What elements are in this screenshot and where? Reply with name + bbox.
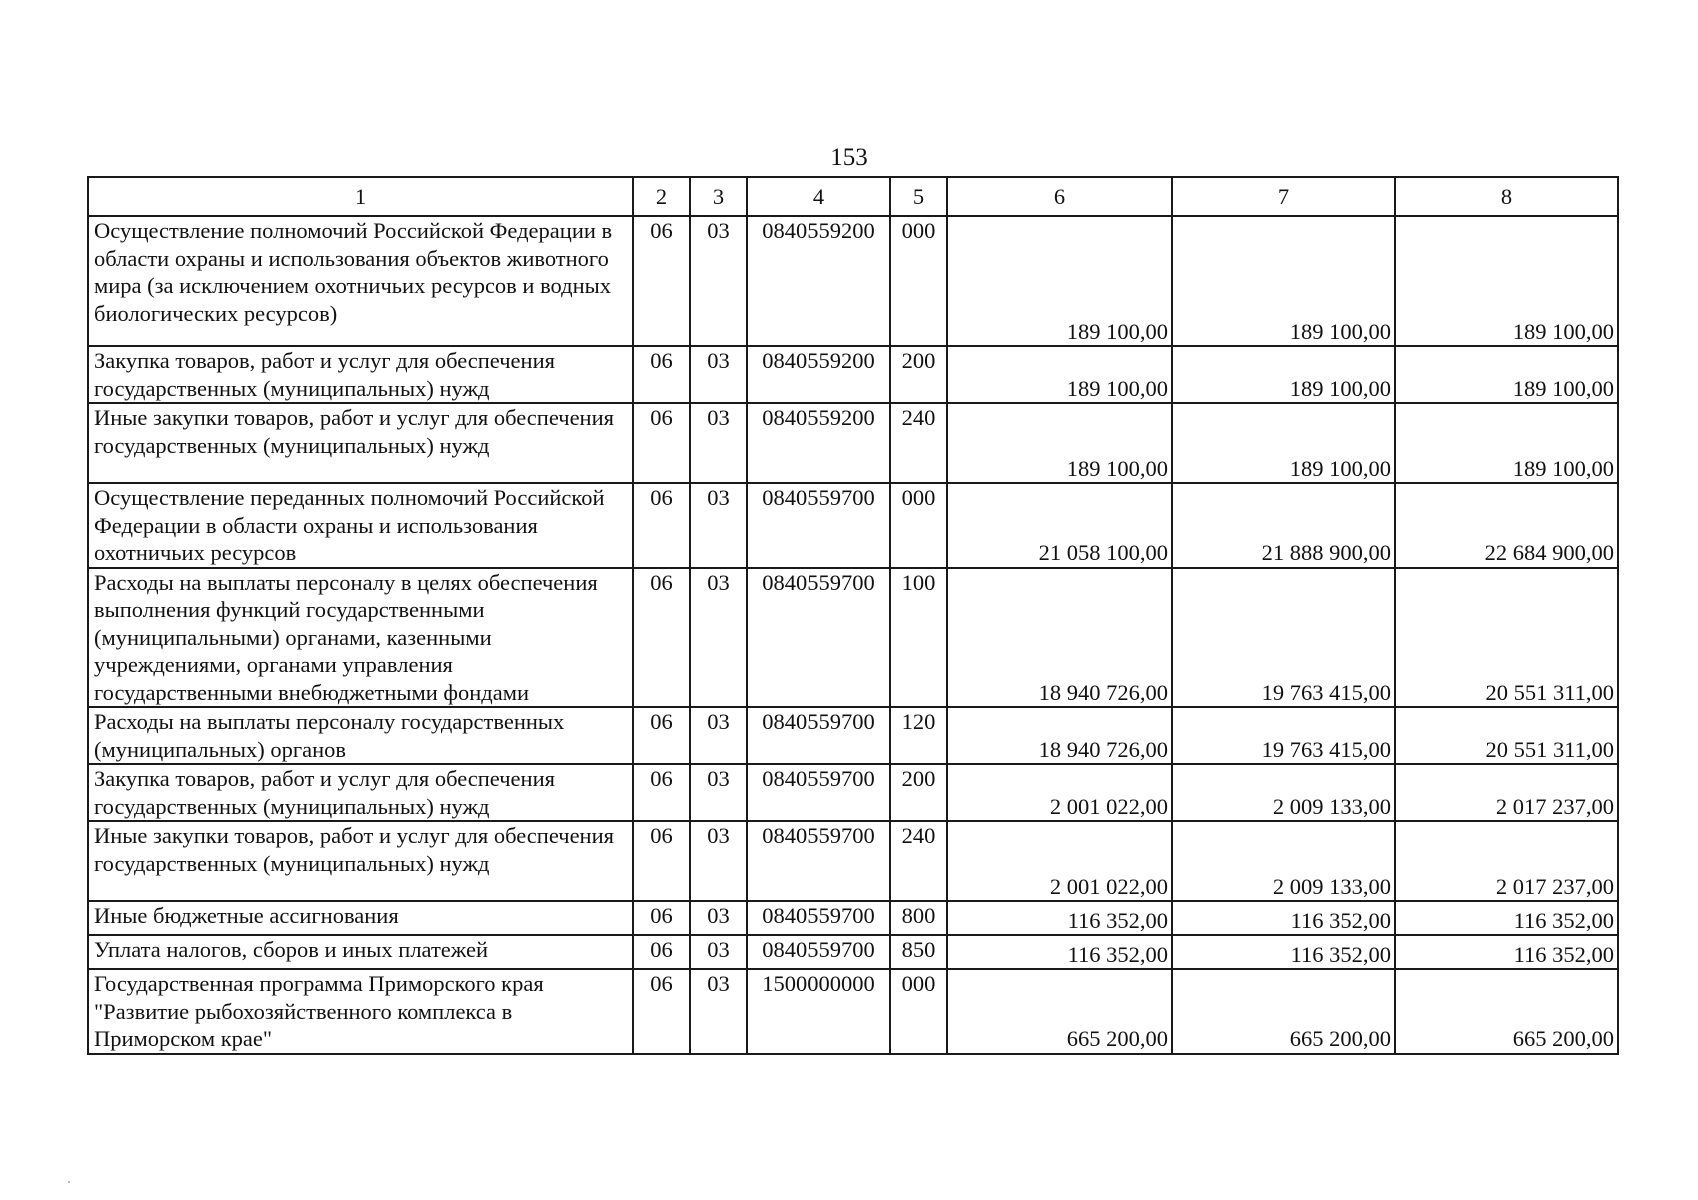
- row-amount-col-7: 2 009 133,00: [1172, 764, 1395, 821]
- row-amount-col-6: 665 200,00: [947, 969, 1172, 1054]
- row-amount-col-8: 2 017 237,00: [1395, 764, 1618, 821]
- row-section-code: 06: [633, 483, 690, 568]
- row-section-code: 06: [633, 935, 690, 969]
- row-expense-type: 000: [890, 969, 947, 1054]
- row-amount-col-7: 21 888 900,00: [1172, 483, 1395, 568]
- row-expense-type: 120: [890, 707, 947, 764]
- row-section-code: 06: [633, 764, 690, 821]
- header-col-2: 2: [633, 177, 690, 216]
- header-col-4: 4: [747, 177, 890, 216]
- row-amount-col-7: 2 009 133,00: [1172, 821, 1395, 901]
- row-description: Иные бюджетные ассигнования: [88, 901, 633, 935]
- row-target-article: 0840559700: [747, 707, 890, 764]
- row-subsection-code: 03: [690, 346, 747, 403]
- row-target-article: 1500000000: [747, 969, 890, 1054]
- row-description: Иные закупки товаров, работ и услуг для обеспечения государственных (муниципальных) нужд: [88, 403, 633, 483]
- row-amount-col-6: 116 352,00: [947, 935, 1172, 969]
- row-section-code: 06: [633, 821, 690, 901]
- row-target-article: 0840559700: [747, 901, 890, 935]
- row-expense-type: 000: [890, 216, 947, 346]
- row-subsection-code: 03: [690, 969, 747, 1054]
- row-description: Уплата налогов, сборов и иных платежей: [88, 935, 633, 969]
- row-expense-type: 100: [890, 568, 947, 708]
- table-row: [88, 707, 1618, 764]
- row-subsection-code: 03: [690, 403, 747, 483]
- row-amount-col-8: 22 684 900,00: [1395, 483, 1618, 568]
- row-description: Осуществление полномочий Российской Федерации в области охраны и использования объектов животного мира (за исключением охотничьих ресурсов и водных биологических ресурсов): [88, 216, 633, 346]
- row-amount-col-6: 2 001 022,00: [947, 764, 1172, 821]
- row-amount-col-7: 116 352,00: [1172, 901, 1395, 935]
- row-amount-col-6: 116 352,00: [947, 901, 1172, 935]
- row-section-code: 06: [633, 346, 690, 403]
- row-subsection-code: 03: [690, 483, 747, 568]
- row-section-code: 06: [633, 568, 690, 708]
- row-amount-col-6: 18 940 726,00: [947, 707, 1172, 764]
- table-header-row: [88, 177, 1618, 216]
- row-amount-col-6: 18 940 726,00: [947, 568, 1172, 708]
- header-col-1: 1: [88, 177, 633, 216]
- row-target-article: 0840559700: [747, 764, 890, 821]
- table-row: [88, 935, 1618, 969]
- row-amount-col-8: 189 100,00: [1395, 346, 1618, 403]
- budget-table: [87, 176, 1619, 1055]
- row-amount-col-8: 189 100,00: [1395, 403, 1618, 483]
- table-row: [88, 764, 1618, 821]
- row-amount-col-6: 189 100,00: [947, 346, 1172, 403]
- row-subsection-code: 03: [690, 821, 747, 901]
- row-target-article: 0840559700: [747, 568, 890, 708]
- row-section-code: 06: [633, 403, 690, 483]
- row-amount-col-6: 189 100,00: [947, 403, 1172, 483]
- scan-dot: [68, 1181, 70, 1183]
- row-subsection-code: 03: [690, 216, 747, 346]
- row-subsection-code: 03: [690, 935, 747, 969]
- header-col-3: 3: [690, 177, 747, 216]
- row-expense-type: 200: [890, 346, 947, 403]
- row-amount-col-8: 20 551 311,00: [1395, 707, 1618, 764]
- row-expense-type: 850: [890, 935, 947, 969]
- row-section-code: 06: [633, 969, 690, 1054]
- header-col-5: 5: [890, 177, 947, 216]
- row-amount-col-8: 189 100,00: [1395, 216, 1618, 346]
- row-target-article: 0840559200: [747, 403, 890, 483]
- row-description: Расходы на выплаты персоналу государственных (муниципальных) органов: [88, 707, 633, 764]
- table-row: [88, 216, 1618, 346]
- row-section-code: 06: [633, 216, 690, 346]
- row-amount-col-6: 2 001 022,00: [947, 821, 1172, 901]
- row-subsection-code: 03: [690, 764, 747, 821]
- row-amount-col-7: 116 352,00: [1172, 935, 1395, 969]
- row-amount-col-7: 19 763 415,00: [1172, 568, 1395, 708]
- row-amount-col-7: 665 200,00: [1172, 969, 1395, 1054]
- row-section-code: 06: [633, 707, 690, 764]
- row-expense-type: 800: [890, 901, 947, 935]
- row-expense-type: 240: [890, 821, 947, 901]
- page-number: 153: [830, 144, 868, 171]
- row-amount-col-7: 19 763 415,00: [1172, 707, 1395, 764]
- row-description: Иные закупки товаров, работ и услуг для обеспечения государственных (муниципальных) нужд: [88, 821, 633, 901]
- row-target-article: 0840559700: [747, 483, 890, 568]
- row-subsection-code: 03: [690, 901, 747, 935]
- table-row: [88, 821, 1618, 901]
- row-amount-col-7: 189 100,00: [1172, 346, 1395, 403]
- row-target-article: 0840559700: [747, 821, 890, 901]
- table-row: [88, 346, 1618, 403]
- row-amount-col-6: 21 058 100,00: [947, 483, 1172, 568]
- row-expense-type: 000: [890, 483, 947, 568]
- header-col-8: 8: [1395, 177, 1618, 216]
- row-description: Закупка товаров, работ и услуг для обеспечения государственных (муниципальных) нужд: [88, 764, 633, 821]
- row-target-article: 0840559200: [747, 346, 890, 403]
- row-description: Осуществление переданных полномочий Российской Федерации в области охраны и использования охотничьих ресурсов: [88, 483, 633, 568]
- row-amount-col-7: 189 100,00: [1172, 216, 1395, 346]
- table-row: [88, 483, 1618, 568]
- row-section-code: 06: [633, 901, 690, 935]
- row-amount-col-8: 665 200,00: [1395, 969, 1618, 1054]
- row-target-article: 0840559200: [747, 216, 890, 346]
- table-row: [88, 568, 1618, 708]
- row-description: Государственная программа Приморского края "Развитие рыбохозяйственного комплекса в Приморском крае": [88, 969, 633, 1054]
- table-row: [88, 403, 1618, 483]
- row-amount-col-6: 189 100,00: [947, 216, 1172, 346]
- row-subsection-code: 03: [690, 707, 747, 764]
- row-description: Закупка товаров, работ и услуг для обеспечения государственных (муниципальных) нужд: [88, 346, 633, 403]
- row-amount-col-8: 116 352,00: [1395, 901, 1618, 935]
- row-expense-type: 200: [890, 764, 947, 821]
- row-amount-col-8: 116 352,00: [1395, 935, 1618, 969]
- row-amount-col-7: 189 100,00: [1172, 403, 1395, 483]
- header-col-7: 7: [1172, 177, 1395, 216]
- row-expense-type: 240: [890, 403, 947, 483]
- row-amount-col-8: 20 551 311,00: [1395, 568, 1618, 708]
- table-row: [88, 969, 1618, 1054]
- row-subsection-code: 03: [690, 568, 747, 708]
- header-col-6: 6: [947, 177, 1172, 216]
- row-description: Расходы на выплаты персоналу в целях обеспечения выполнения функций государственными (муниципальными) органами, казенными учреждениями, органами управления государственными внебюджетными фондами: [88, 568, 633, 708]
- row-target-article: 0840559700: [747, 935, 890, 969]
- table-row: [88, 901, 1618, 935]
- row-amount-col-8: 2 017 237,00: [1395, 821, 1618, 901]
